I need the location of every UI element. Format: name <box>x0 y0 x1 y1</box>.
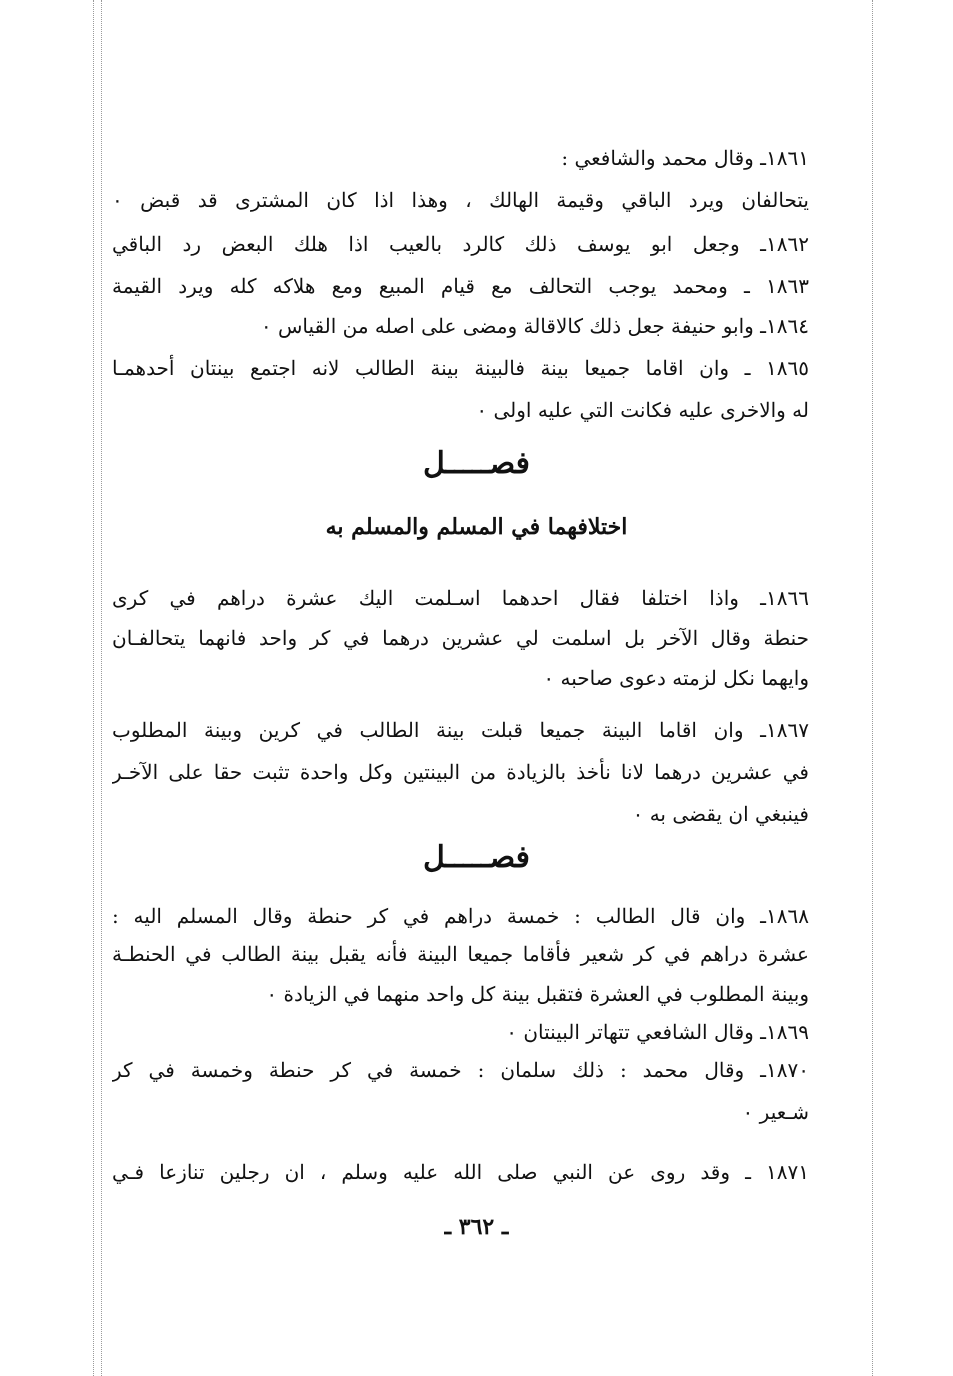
section-heading: فصـــــل <box>422 446 531 481</box>
text-line: ١٨٧٠ـ وقال محمد : ذلك سلمان : خمسة في كر حنطة وخمسة في كر <box>112 1058 809 1082</box>
text-line: عشرة دراهم في كر شعير فأقاما جميعا البينة فأنه يقبل بينة الطالب في الحنطـة <box>112 942 809 966</box>
text-line: ١٨٦٨ـ وان قال الطالب : خمسة دراهم في كر حنطة وقال المسلم اليه : <box>112 904 809 928</box>
scan-fold-line-inner-left <box>101 0 102 1376</box>
text-line: يتحالفان ويرد الباقي وقيمة الهالك ، وهذا اذا كان المشترى قد قبض ٠ <box>112 188 809 212</box>
text-line: فينبغي ان يقضى به ٠ <box>632 802 809 826</box>
text-line: ١٨٦٤ـ وابو حنيفة جعل ذلك كالاقالة ومضى على اصله من القياس ٠ <box>260 314 809 338</box>
text-line: وبينة المطلوب في العشرة فتقبل بينة كل واحد منهما في الزيادة ٠ <box>266 982 809 1006</box>
text-line: ١٨٦١ـ وقال محمد والشافعي : <box>561 146 809 170</box>
page-number: ـ ٣٦٢ ـ <box>444 1214 509 1240</box>
text-line: ١٨٦٩ـ وقال الشافعي تتهاتر البينتان ٠ <box>506 1020 809 1044</box>
scan-fold-line-left <box>93 0 94 1376</box>
scan-fold-line-right <box>872 0 873 1376</box>
text-line: ١٨٦٢ـ وجعل ابو يوسف ذلك كالرد بالعيب اذا هلك البعض رد الباقي <box>112 232 809 256</box>
text-line: وايهما نكل لزمته دعوى صاحبه ٠ <box>543 666 809 690</box>
text-line: ١٨٦٦ـ واذا اختلفا فقال احدهما اسـلمت اليك عشرة دراهم في كرى <box>112 586 809 610</box>
text-line: ١٨٦٧ـ وان اقاما البينة جميعا قبلت بينة الطالب في كرين وبينة المطلوب <box>112 718 809 742</box>
section-heading: فصـــــل <box>422 840 531 875</box>
text-line: ١٨٧١ ـ وقد روى عن النبي صلى الله عليه وسلم ، ان رجلين تنازعا فـي <box>112 1160 809 1184</box>
text-line: في عشرين درهما لانا نأخذ بالزيادة من البينتين وكل واحدة تثبت حقا على الآخـر <box>112 760 809 784</box>
text-line: ١٨٦٥ ـ وان اقاما جميعا بينة فالبينة بينة الطالب لانه اجتمع بينتان أحدهمـا <box>112 356 809 380</box>
text-line: ١٨٦٣ ـ ومحمد يوجب التحالف مع قيام المبيع ومع هلاكه كله ويرد القيمة <box>112 274 809 298</box>
text-line: حنطة وقال الآخر بل اسلمت لي عشرين درهما في كر واحد فانهما يتحالفـان <box>112 626 809 650</box>
text-line: شـعير ٠ <box>742 1100 809 1124</box>
text-line: له والاخرى عليه فكانت التي عليه اولى ٠ <box>476 398 809 422</box>
section-subheading: اختلافهما في المسلم والمسلم به <box>325 514 628 540</box>
